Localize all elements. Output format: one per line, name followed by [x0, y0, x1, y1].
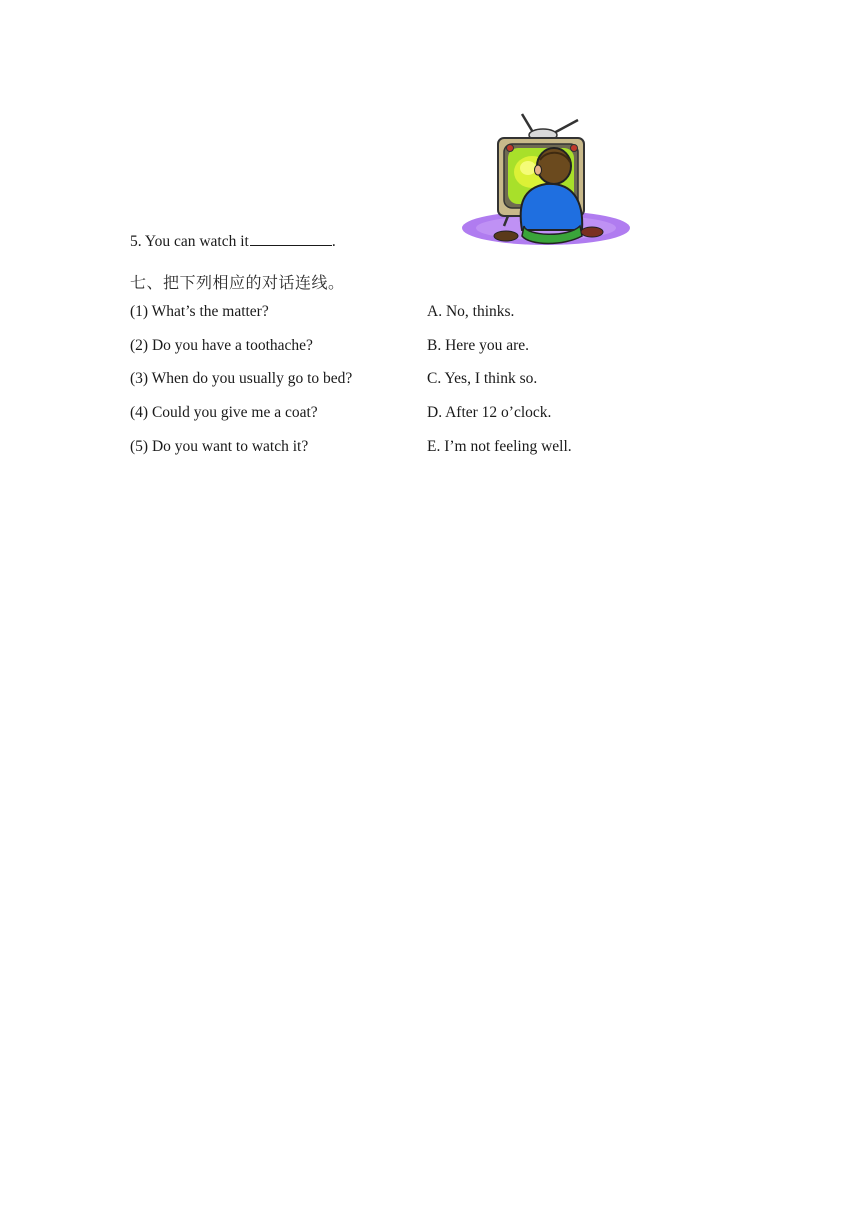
answer-blank[interactable]: [250, 231, 332, 246]
child-watching-tv-icon: [460, 110, 632, 250]
match-row: [130, 404, 730, 428]
dialog-answer[interactable]: E. I’m not feeling well.: [427, 438, 572, 455]
dialog-answer[interactable]: D. After 12 o’clock.: [427, 404, 552, 421]
dialog-question[interactable]: (5) Do you want to watch it?: [130, 438, 309, 455]
match-row: [130, 337, 730, 361]
dialog-question[interactable]: (2) Do you have a toothache?: [130, 337, 313, 354]
dialog-answer[interactable]: A. No, thinks.: [427, 303, 515, 320]
question-text: 5. You can watch it: [130, 233, 249, 250]
question-end: .: [331, 233, 336, 250]
match-row: [130, 438, 730, 462]
dialog-question[interactable]: (1) What’s the matter?: [130, 303, 269, 320]
match-row: [130, 303, 730, 327]
dialog-question[interactable]: (3) When do you usually go to bed?: [130, 370, 353, 387]
dialog-answer[interactable]: C. Yes, I think so.: [427, 370, 538, 387]
match-row: [130, 370, 730, 394]
dialog-answer[interactable]: B. Here you are.: [427, 337, 529, 354]
section-heading: 七、把下列相应的对话连线。: [130, 273, 345, 292]
dialog-question[interactable]: (4) Could you give me a coat?: [130, 404, 318, 421]
fill-in-question: [130, 231, 336, 251]
